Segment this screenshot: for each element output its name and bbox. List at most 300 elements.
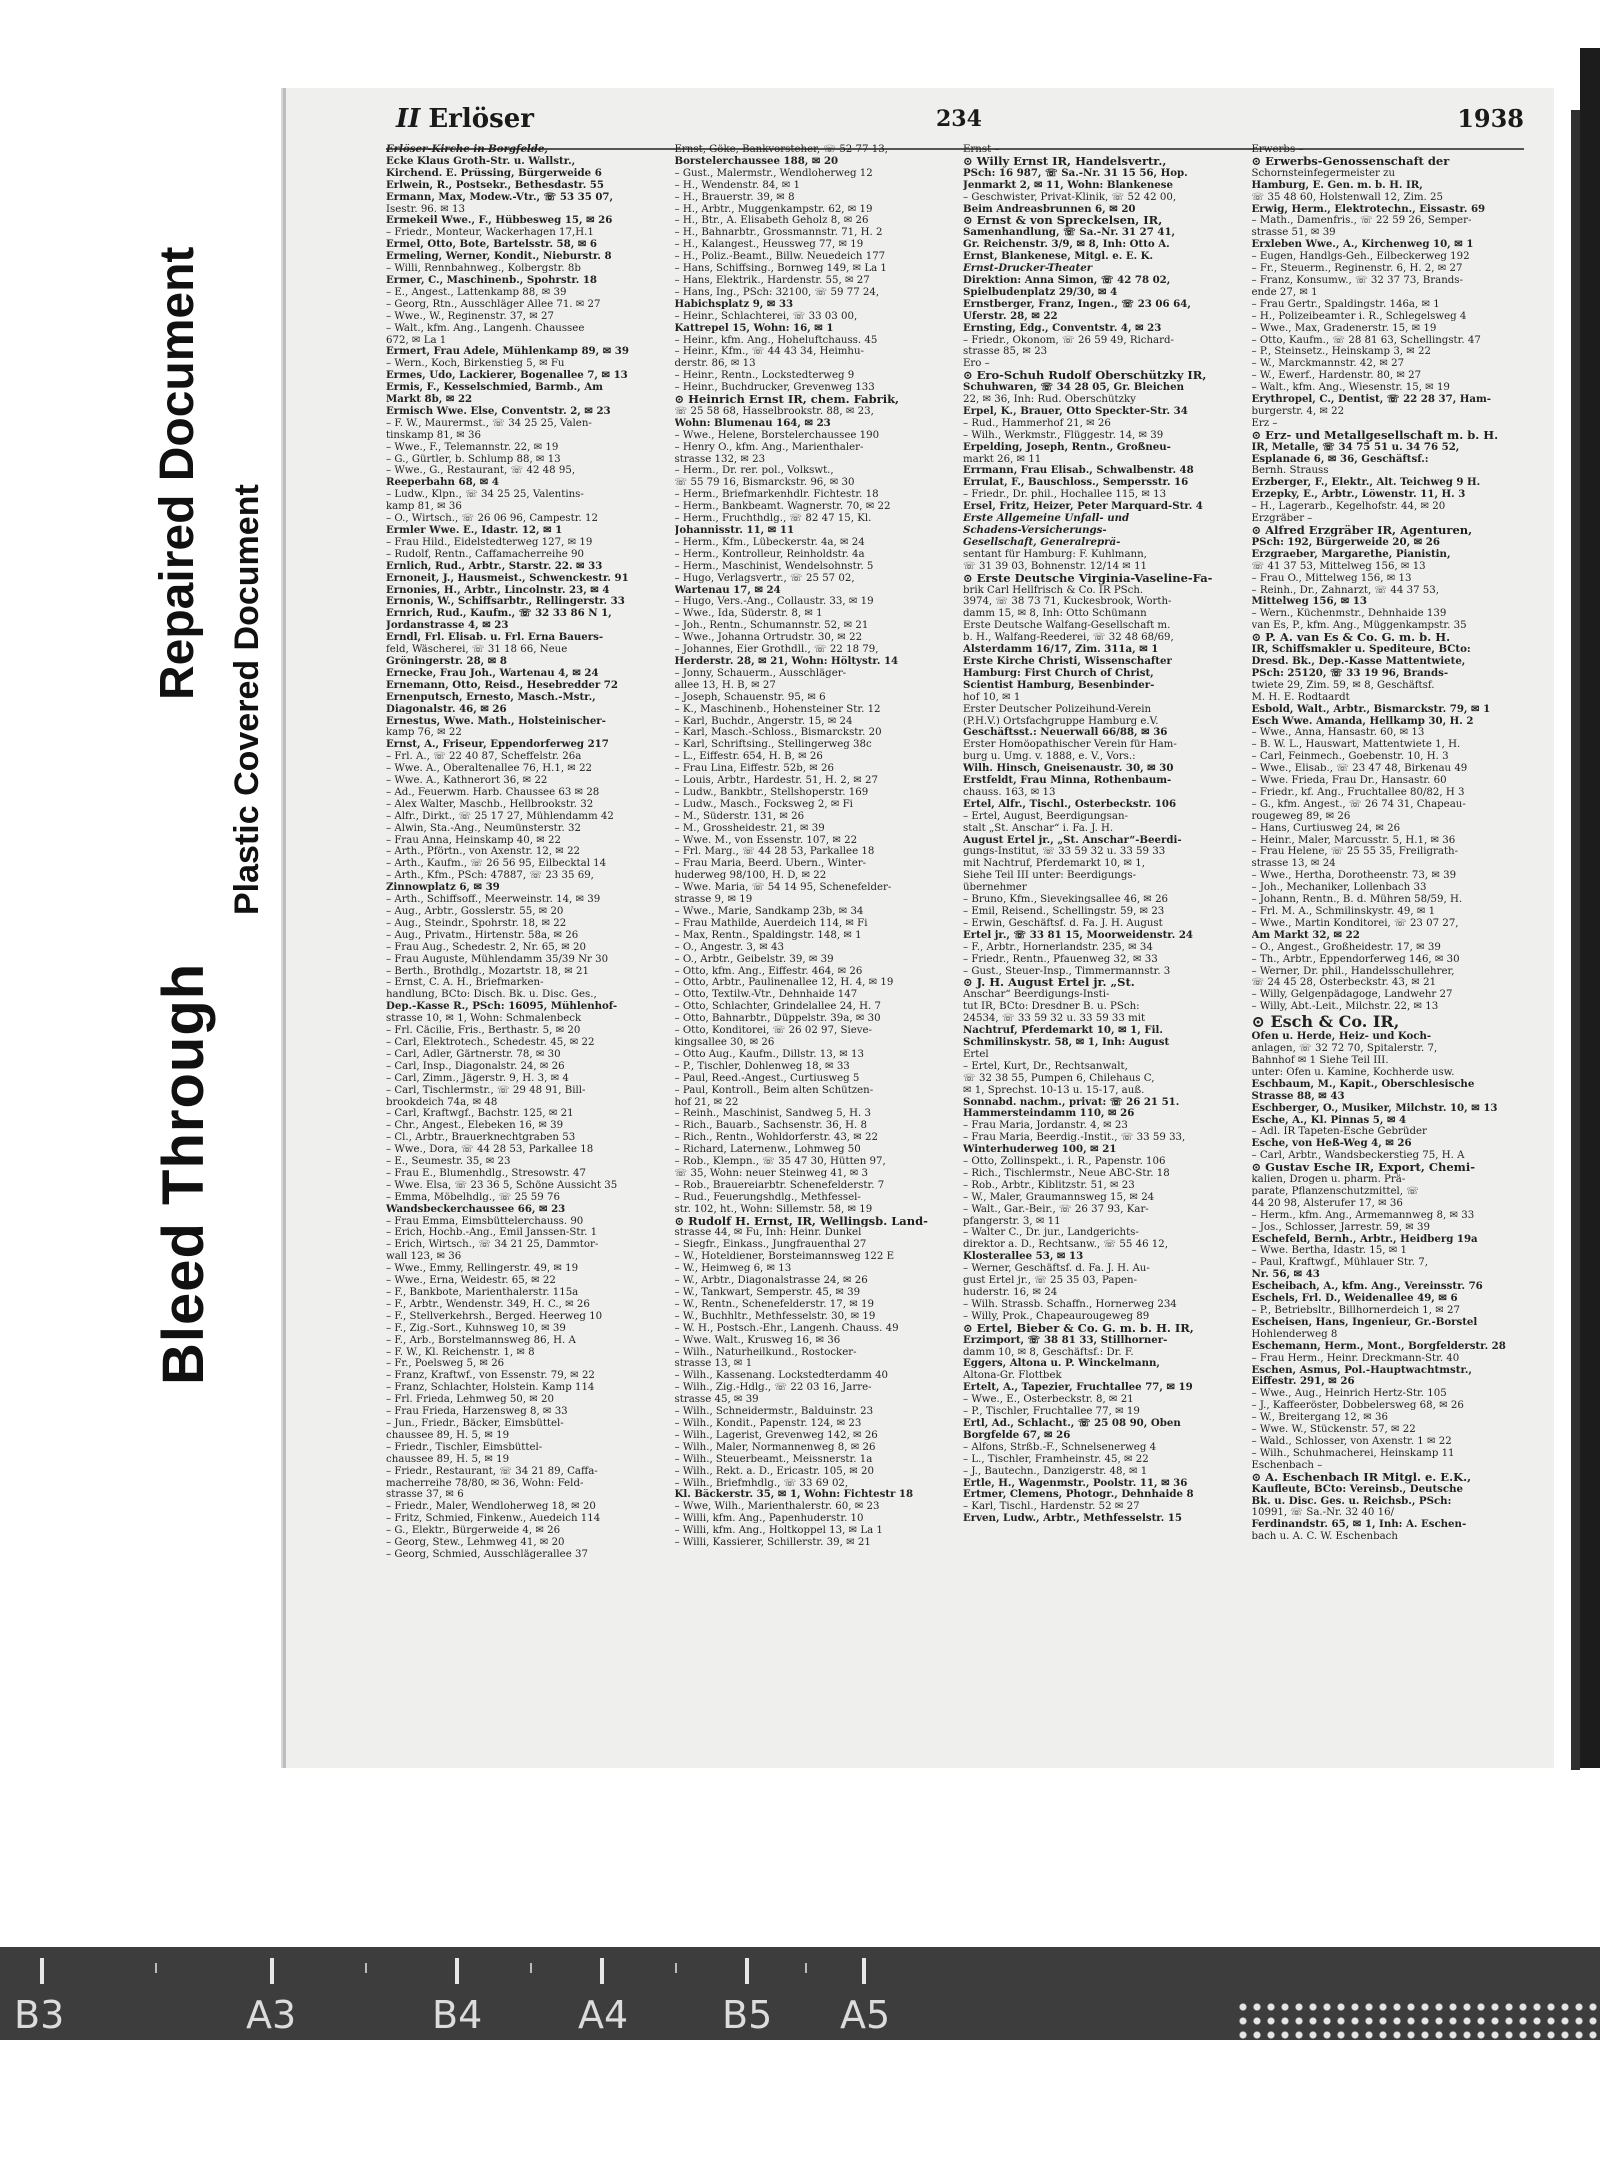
directory-line: Herderstr. 28, ✉ 21, Wohn: Höltystr. 14 (674, 655, 899, 667)
directory-line: Escheisen, Hans, Ingenieur, Gr.-Borstel (1251, 1316, 1478, 1328)
directory-line: unter: Öfen u. Kamine, Kochherde usw. (1251, 1066, 1455, 1078)
page-header (286, 104, 1554, 144)
directory-line: feld, Wäscherei, ☏ 31 18 66, Neue (386, 644, 568, 656)
ruler-mark (745, 1958, 749, 1984)
directory-line: Wilh. Hinsch, Gneisenaustr. 30, ✉ 30 (963, 763, 1174, 775)
directory-line: Siehe Teil III unter: Beerdigungs- (963, 870, 1137, 882)
directory-line: – Otto, Konditorei, ☏ 26 02 97, Sieve- (674, 1025, 872, 1037)
directory-line: – Henry O., kfm. Ang., Marienthaler- (674, 441, 864, 453)
directory-line: – Willi, kfm. Ang., Papenhuderstr. 10 (674, 1513, 864, 1525)
directory-line: tut IR, BCto: Dresdner B. u. PSch: (963, 1001, 1140, 1013)
directory-line: PSch: 192, Bürgerweide 20, ✉ 26 (1251, 536, 1440, 548)
directory-line: – Frau E., Blumenhdlg., Stresowstr. 47 (386, 1167, 586, 1179)
directory-line: – Wwe., Anna, Hansastr. 60, ✉ 13 (1251, 727, 1425, 739)
directory-line: – Alex Walter, Maschb., Hellbrookstr. 32 (386, 798, 594, 810)
directory-line: ⊙ P. A. van Es & Co. G. m. b. H. (1251, 632, 1451, 645)
directory-line: – H., Kalangest., Heussweg 77, ✉ 19 (674, 239, 864, 251)
directory-line: – Johann, Rentn., B. d. Mühren 58/59, H. (1251, 894, 1463, 906)
directory-line: huderstr. 16, ✉ 24 (963, 1287, 1058, 1298)
directory-line: – Karl, Tischl., Hardenstr. 52 ✉ 27 (963, 1501, 1140, 1513)
directory-line: – Heinr., Maler, Marcusstr. 5, H.1, ✉ 36 (1251, 834, 1456, 846)
directory-line: – Emil, Reisend., Schellingstr. 59, ✉ 23 (963, 906, 1165, 917)
directory-line: ⊙ Willy Ernst IR, Handelsvertr., (963, 155, 1167, 168)
directory-line: – Reinh., Maschinist, Sandweg 5, H. 3 (674, 1108, 871, 1120)
directory-line: – Berth., Brothdlg., Mozartstr. 18, ✉ 21 (386, 965, 589, 977)
directory-line: hof 10, ✉ 1 (963, 691, 1021, 703)
directory-line: – Aug., Privatm., Hirtenstr. 58a, ✉ 26 (386, 929, 579, 941)
directory-line: Erwerbs – (1251, 144, 1304, 155)
directory-line: Ertle, H., Wagenmstr., Poolstr. 11, ✉ 36 (963, 1477, 1188, 1489)
directory-line: – Wwe., Ida, Süderstr. 8, ✉ 1 (674, 608, 823, 620)
directory-line: – Wwe., Marie, Sandkamp 23b, ✉ 34 (674, 906, 864, 917)
directory-line: – Rich., Tischlermstr., Neue ABC-Str. 18 (963, 1167, 1170, 1179)
directory-line: – Otto, Arbtr., Paulinenallee 12, H. 4, ✉ 19 (674, 977, 894, 989)
directory-line: Bernh. Strauss (1251, 465, 1329, 477)
directory-line: – Herm., Bankbeamt. Wagnerstr. 70, ✉ 22 (674, 501, 891, 513)
directory-line: – Carl, Kraftwgf., Bachstr. 125, ✉ 21 (386, 1108, 574, 1120)
directory-line: – Ludw., Bankbtr., Stellshoperstr. 169 (674, 786, 869, 798)
directory-line: – G., Elektr., Bürgerweide 4, ✉ 26 (386, 1525, 561, 1537)
directory-line: strasse 85, ✉ 23 (963, 346, 1048, 358)
directory-line: – Heinr., Schlachterei, ☏ 33 03 00, (674, 310, 858, 322)
directory-line: Schuhwaren, ☏ 34 28 05, Gr. Bleichen (963, 382, 1185, 394)
directory-line: Hamburg, E. Gen. m. b. H. IR, (1251, 179, 1423, 191)
directory-line: – Walt., Gar.-Beir., ☏ 26 37 93, Kar- (963, 1203, 1149, 1215)
directory-line: Ertel, Alfr., Tischl., Osterbeckstr. 106 (963, 798, 1177, 810)
directory-line: Wandsbeckerchaussee 66, ✉ 23 (386, 1203, 566, 1215)
directory-line: – F., Zig.-Sort., Kuhnsweg 10, ✉ 39 (386, 1322, 566, 1334)
directory-line: – Wwe. Frieda, Frau Dr., Hansastr. 60 (1251, 775, 1447, 787)
directory-line: Ermann, Max, Modew.-Vtr., ☏ 53 35 07, (386, 191, 614, 203)
directory-line: – Paul, Kraftwgf., Mühlauer Str. 7, (1251, 1257, 1428, 1269)
ruler-label-b5: B5 (722, 1993, 773, 2037)
directory-line: Ermler Wwe. E., Idastr. 12, ✉ 1 (386, 525, 563, 536)
directory-line: markt 26, ✉ 11 (963, 453, 1042, 465)
directory-line: gungs-Institut, ☏ 33 59 32 u. 33 59 33 (963, 846, 1166, 858)
directory-line: Ertel jr., ☏ 33 81 15, Moorweidenstr. 24 (963, 929, 1194, 941)
directory-line: – F., Arbtr., Wendenstr. 349, H. C., ✉ 26 (386, 1298, 590, 1310)
directory-line: Ero – (963, 358, 990, 370)
directory-line: – Frau Anna, Heinskamp 40, ✉ 22 (386, 834, 561, 846)
directory-line: ⊙ Ero-Schuh Rudolf Oberschützky IR, (963, 370, 1207, 383)
ruler-tick (675, 1963, 677, 1973)
directory-line: – Fr., Poelsweg 5, ✉ 26 (386, 1358, 505, 1370)
directory-line: – Frl. Marg., ☏ 44 28 53, Parkallee 18 (674, 846, 875, 858)
directory-line: – Heinr., Rentn., Lockstedterweg 9 (674, 370, 855, 382)
directory-line: – Rob., Brauereiarbtr. Schenefelderstr. 7 (674, 1179, 885, 1191)
directory-line: – Rud., Hammerhof 21, ✉ 26 (963, 417, 1111, 429)
directory-line: – Rob., Klempn., ☏ 35 47 30, Hütten 97, (674, 1156, 886, 1168)
directory-line: Ernstberger, Franz, Ingen., ☏ 23 06 64, (963, 298, 1191, 310)
directory-line: – Arth., Schiffsoff., Meerweinstr. 14, ✉ 39 (386, 894, 601, 906)
ruler-mark (455, 1958, 459, 1984)
directory-line: – Alfons, Strßb.-F., Schnelsenerweg 4 (963, 1441, 1157, 1453)
directory-line: – Wwe., Hertha, Dorotheenstr. 73, ✉ 39 (1251, 870, 1457, 882)
directory-line: Wartenau 17, ✉ 24 (674, 584, 781, 596)
directory-line: übernehmer (963, 882, 1027, 894)
directory-line: strasse 9, ✉ 19 (674, 894, 753, 906)
directory-line: – Erich, Wirtsch., ☏ 34 21 25, Dammtor- (386, 1239, 599, 1251)
directory-line: – Eugen, Handlgs-Geh., Eilbeckerweg 192 (1251, 251, 1470, 263)
directory-line: ☏ 55 79 16, Bismarckstr. 96, ✉ 30 (674, 477, 855, 489)
bleed-through-label: Bleed Through (151, 962, 216, 1385)
directory-line: – H., Poliz.-Beamt., Billw. Neuedeich 177 (674, 251, 886, 263)
directory-line: Bahnhof ✉ 1 Siehe Teil III. (1251, 1054, 1389, 1066)
directory-line: – Georg, Schmied, Ausschlägerallee 37 (386, 1548, 588, 1560)
directory-line: Esbold, Walt., Arbtr., Bismarckstr. 79, ✉ 1 (1251, 703, 1491, 715)
directory-line: – W., Ewerf., Hardenstr. 80, ✉ 27 (1251, 370, 1422, 382)
ruler-label-a3: A3 (246, 1993, 297, 2037)
directory-line: pfangerstr. 3, ✉ 11 (963, 1215, 1061, 1227)
directory-line: Erzgräber – (1251, 513, 1313, 525)
directory-line: – Willy, Gelgenpädagoge, Landwehr 27 (1251, 989, 1453, 1001)
directory-line: – Frl. Cäcilie, Fris., Berthastr. 5, ✉ 20 (386, 1025, 581, 1037)
directory-line: sentant für Hamburg: F. Kuhlmann, (963, 548, 1147, 560)
directory-line: – Gust., Steuer-Insp., Timmermannstr. 3 (963, 965, 1171, 977)
directory-line: – B. W. L., Hauswart, Mattentwiete 1, H. (1251, 739, 1461, 751)
directory-line: – Friedr., Rentn., Pfauenweg 32, ✉ 33 (963, 953, 1158, 965)
directory-line: Ermekeil Wwe., F., Hübbesweg 15, ✉ 26 (386, 215, 613, 227)
directory-line: – Frau Maria, Beerdig.-Instit., ☏ 33 59 33, (963, 1132, 1186, 1144)
ruler-tick (530, 1963, 532, 1973)
directory-line: – F., Stellverkehrsh., Berged. Heerweg 10 (386, 1310, 603, 1322)
directory-line: – Rudolf, Rentn., Caffamacherreihe 90 (386, 548, 585, 560)
directory-line: strasse 37, ✉ 6 (386, 1489, 464, 1501)
directory-line: – Fritz, Schmied, Finkenw., Auedeich 114 (386, 1513, 601, 1525)
directory-line: – Friedr., Maler, Wendloherweg 18, ✉ 20 (386, 1501, 596, 1513)
directory-line: – Heinr., kfm. Ang., Hoheluftchauss. 45 (674, 334, 878, 346)
ruler-dot-pattern (1236, 2000, 1600, 2040)
directory-line: strasse 51, ✉ 39 (1251, 227, 1336, 239)
directory-line: hof 21, ✉ 22 (674, 1096, 739, 1108)
section-name: Erlöser (428, 104, 534, 134)
directory-line: M. H. E. Rodtaardt (1251, 691, 1350, 703)
directory-line: – Wilh., Steuerbeamt., Meissnerstr. 1a (674, 1453, 873, 1465)
directory-line: parate, Pflanzenschutzmittel, ☏ (1251, 1185, 1420, 1197)
directory-line: str. 102, ht., Wohn: Sillemstr. 58, ✉ 19 (674, 1203, 873, 1215)
directory-line: Ernonis, W., Schiffsarbtr., Rellingerstr. 33 (386, 596, 625, 608)
ruler-mark (40, 1958, 44, 1984)
directory-line: – Franz, Konsumw., ☏ 32 37 73, Brands- (1251, 274, 1463, 286)
plastic-covered-label: Plastic Covered Document (228, 484, 266, 915)
directory-line: – Otto, Textilw.-Vtr., Dehnhaide 147 (674, 989, 858, 1001)
directory-line: – Johannes, Eier Grothdll., ☏ 22 18 79, (674, 644, 879, 656)
directory-line: – Frau Maria, Beerd. Übern., Winter- (674, 858, 867, 870)
directory-line: – Alfr., Dirkt., ☏ 25 17 27, Mühlendamm 42 (386, 810, 614, 822)
directory-line: – Heinr., Kfm., ☏ 44 43 34, Heimhu- (674, 346, 865, 358)
directory-line: Eiffestr. 291, ✉ 26 (1251, 1376, 1355, 1388)
directory-line: stalt „St. Anschar“ i. Fa. J. H. (963, 822, 1114, 834)
directory-line: Ferdinandstr. 65, ✉ 1, Inh: A. Eschen- (1251, 1519, 1467, 1531)
directory-line: – Frau Herm., Heinr. Dreckmann-Str. 40 (1251, 1352, 1460, 1364)
directory-line: kamp 76, ✉ 22 (386, 727, 462, 739)
directory-line: derstr. 86, ✉ 13 (674, 358, 756, 370)
directory-line: Beim Andreasbrunnen 6, ✉ 20 (963, 203, 1136, 215)
directory-line: – Friedr., Ökonom, ☏ 26 59 49, Richard- (963, 334, 1174, 346)
directory-line: – Hans, Schiffsing., Bornweg 149, ✉ La 1 (674, 263, 887, 275)
directory-line: – H., Arbtr., Muggenkampstr. 62, ✉ 19 (674, 203, 873, 215)
directory-line: – Arth., Kaufm., ☏ 26 56 95, Eilbecktal 14 (386, 858, 607, 870)
directory-line: – Otto, Schlachter, Grindelallee 24, H. 7 (674, 1001, 881, 1013)
directory-line: – Hugo, Vers.-Ang., Collaustr. 33, ✉ 19 (674, 596, 874, 608)
directory-line: Spielbudenplatz 29/30, ✉ 4 (963, 286, 1118, 298)
directory-line: Eschels, Frl. D., Weidenallee 49, ✉ 6 (1251, 1293, 1458, 1305)
directory-line: Esche, A., Kl. Pinnas 5, ✉ 4 (1251, 1114, 1407, 1126)
directory-line: ⊙ Ernst & von Spreckelsen, IR, (963, 215, 1163, 228)
directory-line: Esplanade 6, ✉ 36, Geschäftsf.: (1251, 453, 1429, 465)
directory-line: Erzepky, E., Arbtr., Löwenstr. 11, H. 3 (1251, 489, 1466, 501)
directory-line: – Willy, Abt.-Leit., Milchstr. 22, ✉ 13 (1251, 1001, 1439, 1013)
ruler-label-b3: B3 (14, 1993, 65, 2037)
directory-line: Gr. Reichenstr. 3/9, ✉ 8, Inh: Otto A. (963, 239, 1170, 251)
directory-line: Ertelt, A., Tapezier, Fruchtallee 77, ✉ 19 (963, 1382, 1193, 1394)
directory-line: – Friedr., Dr. phil., Hochallee 115, ✉ 13 (963, 489, 1167, 501)
directory-line: – Wwe., W., Reginenstr. 37, ✉ 27 (386, 310, 555, 322)
directory-line: – O., Angestr. 3, ✉ 43 (674, 941, 785, 953)
directory-line: – Friedr., Restaurant, ☏ 34 21 89, Caffa- (386, 1465, 598, 1477)
directory-line: Ermisch Wwe. Else, Conventstr. 2, ✉ 23 (386, 405, 611, 417)
page-number: 234 (936, 106, 982, 132)
directory-line: burg u. Umg. v. 1888, e. V., Vors.: (963, 751, 1136, 763)
directory-line: – Wwe. M., von Essenstr. 107, ✉ 22 (674, 834, 858, 846)
directory-line: tinskamp 81, ✉ 36 (386, 429, 481, 441)
directory-line: – Wilh. Strassb. Schaffn., Hornerweg 234 (963, 1298, 1177, 1310)
directory-line: macherreihe 78/80, ✉ 36, Wohn: Feld- (386, 1477, 584, 1489)
directory-line: Ermes, Udo, Lackierer, Bogenallee 7, ✉ 13 (386, 370, 628, 382)
directory-line: – Paul, Reed.-Angest., Curtiusweg 5 (674, 1072, 860, 1084)
directory-line: – Bruno, Kfm., Sievekingsallee 46, ✉ 26 (963, 894, 1169, 906)
directory-line: – H., Polizeibeamter i. R., Schlegelsweg 4 (1251, 310, 1467, 322)
directory-line: – Karl, Buchdr., Angerstr. 15, ✉ 24 (674, 715, 853, 727)
directory-line: Erxleben Wwe., A., Kirchenweg 10, ✉ 1 (1251, 239, 1474, 251)
directory-line: – Joh., Rentn., Schumannstr. 52, ✉ 21 (674, 620, 869, 632)
directory-line: handlung, BCto: Disch. Bk. u. Disc. Ges., (386, 989, 597, 1001)
directory-line: – Wwe. Bertha, Idastr. 15, ✉ 1 (1251, 1245, 1407, 1257)
directory-line: Kirchend. E. Prüssing, Bürgerweide 6 (386, 167, 602, 179)
directory-line: – Th., Arbtr., Eppendorferweg 146, ✉ 30 (1251, 953, 1460, 965)
directory-line: Strasse 88, ✉ 43 (1251, 1090, 1345, 1102)
directory-line: Erste Allgemeine Unfall- und (963, 513, 1130, 525)
directory-line: – H., Btr., A. Elisabeth Geholz 8, ✉ 26 (674, 215, 869, 227)
directory-line: – W., Marckmannstr. 42, ✉ 27 (1251, 358, 1405, 370)
directory-line: Erzgraeber, Margarethe, Pianistin, (1251, 548, 1451, 560)
directory-line: Schadens-Versicherungs- (963, 525, 1107, 536)
directory-line: – Werner, Geschäftsf. d. Fa. J. H. Au- (963, 1263, 1150, 1275)
directory-line: Errmann, Frau Elisab., Schwalbenstr. 48 (963, 465, 1194, 477)
directory-line: – L., Tischler, Framheinstr. 45, ✉ 22 (963, 1453, 1149, 1465)
directory-line: Markt 8b, ✉ 22 (386, 394, 473, 406)
directory-line: Habichsplatz 9, ✉ 33 (674, 298, 794, 310)
directory-line: Gesellschaft, Generalreprä- (963, 536, 1121, 548)
directory-line: – O., Angest., Großheidestr. 17, ✉ 39 (1251, 941, 1441, 953)
directory-line: Öfen u. Herde, Heiz- und Koch- (1251, 1031, 1432, 1043)
directory-line: – Otto, kfm. Ang., Eiffestr. 464, ✉ 26 (674, 965, 863, 977)
directory-line: Hammersteindamm 110, ✉ 26 (963, 1108, 1135, 1120)
directory-line: – Herm., Kfm., Lübeckerstr. 4a, ✉ 24 (674, 536, 865, 548)
directory-line: Ermert, Frau Adele, Mühlenkamp 89, ✉ 39 (386, 346, 629, 358)
directory-line: Ernst, Göke, Bankvorsteher, ☏ 52 77 13, (674, 144, 888, 155)
directory-line: – Wald., Schlosser, von Axenstr. 1 ✉ 22 (1251, 1435, 1452, 1447)
directory-line: – Cl., Arbtr., Brauerknechtgraben 53 (386, 1132, 576, 1144)
directory-line: – L., Eiffestr. 654, H. B, ✉ 26 (674, 751, 823, 763)
ruler-label-a4: A4 (578, 1993, 629, 2037)
directory-line: huderweg 98/100, H. D, ✉ 22 (674, 870, 827, 882)
directory-line: brookdeich 74a, ✉ 48 (386, 1096, 498, 1108)
directory-line: – Franz, Schlachter, Holstein. Kamp 114 (386, 1382, 595, 1394)
directory-line: Errulat, F., Bauschloss., Sempersstr. 16 (963, 477, 1189, 489)
directory-line: – Wwe. A., Kathnerort 36, ✉ 22 (386, 775, 548, 787)
directory-line: Ernrich, Rud., Kaufm., ☏ 32 33 86 N 1, (386, 608, 612, 620)
directory-line: – Carl, Arbtr., Wandsbeckerstieg 75, H. A (1251, 1150, 1465, 1162)
directory-line: ⊙ J. H. August Ertel jr. „St. (963, 977, 1135, 990)
directory-line: rougeweg 89, ✉ 26 (1251, 810, 1351, 822)
directory-line: – Wwe., Johanna Ortrudstr. 30, ✉ 22 (674, 632, 863, 644)
directory-line: – Wwe., Helene, Borstelerchaussee 190 (674, 429, 880, 441)
directory-line: Erlwein, R., Postsekr., Bethesdastr. 55 (386, 179, 604, 191)
directory-line: – Herm., Fruchthdlg., ☏ 82 47 15, Kl. (674, 513, 872, 525)
directory-line: – Ludw., Klpn., ☏ 34 25 25, Valentins- (386, 489, 584, 501)
directory-line: Eschbaum, M., Kapit., Oberschlesische (1251, 1078, 1475, 1090)
directory-line: Hamburg: First Church of Christ, (963, 667, 1154, 679)
directory-line: – Ertel, Kurt, Dr., Rechtsanwalt, (963, 1060, 1128, 1072)
directory-line: – Wwe, Wilh., Marienthalerstr. 60, ✉ 23 (674, 1501, 880, 1513)
directory-line: ⊙ Erz- und Metallgesellschaft m. b. H. (1251, 429, 1499, 442)
directory-line: – F. W., Maurermst., ☏ 34 25 25, Valen- (386, 417, 592, 429)
directory-line: – E., Angest., Lattenkamp 88, ✉ 39 (386, 286, 567, 298)
directory-line: Scientist Hamburg, Besenbinder- (963, 679, 1155, 691)
directory-line: – Frl. M. A., Schmilinskystr. 49, ✉ 1 (1251, 906, 1436, 917)
directory-line: – Wilh., Werkmstr., Flüggestr. 14, ✉ 39 (963, 429, 1164, 441)
directory-line: Ermeling, Werner, Kondit., Nieburstr. 8 (386, 251, 612, 263)
directory-line: Diagonalstr. 46, ✉ 26 (386, 703, 507, 715)
directory-line: Nr. 56, ✉ 43 (1251, 1269, 1320, 1281)
directory-line: bach u. A. C. W. Eschenbach (1251, 1531, 1398, 1543)
directory-line: – Carl, Tischlermstr., ☏ 29 48 91, Bill- (386, 1084, 586, 1096)
directory-line: 44 20 98, Alsterufer 17, ✉ 36 (1251, 1197, 1403, 1209)
directory-line: – Otto, Zollinspekt., i. R., Papenstr. 106 (963, 1156, 1166, 1168)
directory-line: – W., Breitergang 12, ✉ 36 (1251, 1412, 1388, 1424)
column-3 (963, 144, 1242, 1728)
directory-line: Ernoneit, J., Hausmeist., Schwenckestr. 91 (386, 572, 629, 584)
directory-line: – Wilh., Maler, Normannenweg 8, ✉ 26 (674, 1441, 876, 1453)
directory-line: – Wilh., Schuhmacherei, Heinskamp 11 (1251, 1447, 1455, 1459)
directory-line: – Hans, Elektrik., Hardenstr. 55, ✉ 27 (674, 274, 870, 286)
directory-line: – Wilh., Zig.-Hdlg., ☏ 22 03 16, Jarre- (674, 1382, 872, 1394)
directory-line: damm 15, ✉ 8, Inh: Otto Schümann (963, 608, 1147, 620)
directory-line: Ernecke, Frau Joh., Wartenau 4, ✉ 24 (386, 667, 599, 679)
directory-line: – Georg, Stew., Lehmweg 41, ✉ 20 (386, 1537, 565, 1549)
directory-line: Nachtruf, Pferdemarkt 10, ✉ 1, Fil. (963, 1025, 1163, 1037)
directory-line: 22, ✉ 36, Inh: Rud. Oberschützky (963, 394, 1136, 406)
directory-line: – J., Kaffeeröster, Dobbelersweg 68, ✉ 26 (1251, 1400, 1464, 1412)
directory-line: – Erich, Hochb.-Ang., Emil Janssen-Str. 1 (386, 1227, 598, 1239)
directory-line: – Herm., Dr. rer. pol., Volkswt., (674, 465, 834, 477)
directory-line: Isestr. 96. ✉ 13 (386, 203, 466, 215)
directory-line: – Walt., kfm. Ang., Wiesenstr. 15, ✉ 19 (1251, 382, 1450, 394)
directory-line: b. H., Walfang-Reederei, ☏ 32 48 68/69, (963, 632, 1174, 644)
directory-line: Gröningerstr. 28, ✉ 8 (386, 655, 507, 667)
directory-line: ⊙ Alfred Erzgräber IR, Agenturen, (1251, 525, 1473, 537)
directory-line: – Hans, Ing., PSch: 32100, ☏ 59 77 24, (674, 286, 880, 298)
directory-line: Ermis, F., Kesselschmied, Barmb., Am (386, 382, 603, 394)
directory-line: Erste Deutsche Walfang-Gesellschaft m. (963, 620, 1171, 632)
column-4 (1252, 144, 1531, 1728)
directory-line: – E., Seumestr. 35, ✉ 23 (386, 1156, 511, 1168)
directory-line: Ecke Klaus Groth-Str. u. Wallstr., (386, 155, 576, 167)
directory-line: – Wwe., G., Restaurant, ☏ 42 48 95, (386, 465, 576, 477)
directory-line: ⊙ Rudolf H. Ernst, IR, Wellingsb. Land- (674, 1215, 928, 1228)
directory-line: – Walt., kfm. Ang., Langenh. Chaussee (386, 322, 585, 334)
directory-line: Kattrepel 15, Wohn: 16, ✉ 1 (674, 322, 834, 334)
directory-line: Am Markt 32, ✉ 22 (1251, 929, 1360, 941)
directory-line: – Wilh., Kondit., Papenstr. 124, ✉ 23 (674, 1417, 862, 1429)
directory-line: PSch: 16 987, ☏ Sa.-Nr. 31 15 56, Hop. (963, 167, 1188, 179)
directory-line: – Aug., Steindr., Spohrstr. 18, ✉ 22 (386, 917, 567, 929)
directory-line: wall 123, ✉ 36 (386, 1251, 462, 1263)
directory-line: – Siegfr., Einkass., Jungfrauenthal 27 (674, 1239, 867, 1251)
directory-line: – Adl. IR Tapeten-Esche Gebrüder (1251, 1126, 1427, 1138)
directory-line: Eggers, Altona u. P. Winckelmann, (963, 1358, 1160, 1370)
directory-line: – Frau Hild., Eidelstedterweg 127, ✉ 19 (386, 536, 593, 548)
directory-line: – Wwe., Dora, ☏ 44 28 53, Parkallee 18 (386, 1144, 594, 1156)
directory-line: – F., Arb., Borstelmannsweg 86, H. A (386, 1334, 576, 1346)
directory-line: – Willi, kfm. Ang., Holtkoppel 13, ✉ La 1 (674, 1525, 883, 1537)
directory-line: Ersel, Fritz, Heizer, Peter Marquard-Str. 4 (963, 501, 1203, 513)
directory-line: Ermel, Otto, Bote, Bartelsstr. 58, ✉ 6 (386, 239, 597, 251)
directory-line: gust Ertel jr., ☏ 25 35 03, Papen- (963, 1275, 1138, 1287)
side-labels (0, 0, 320, 1400)
ruler-label-a5: A5 (840, 1993, 891, 2037)
directory-line: – Frau Aug., Schedestr. 2, Nr. 65, ✉ 20 (386, 941, 586, 953)
directory-line: – Frau Auguste, Mühlendamm 35/39 Nr 30 (386, 953, 609, 965)
directory-line: Hohlenderweg 8 (1251, 1328, 1338, 1340)
directory-line: ☏ 24 45 28, Osterbeckstr. 43, ✉ 21 (1251, 977, 1437, 989)
scanner-edge (1580, 48, 1600, 1768)
directory-line: – Wern., Koch, Birkenstieg 5, ✉ Fu (386, 358, 565, 370)
directory-line: – Rud., Feuerungshdlg., Methfessel- (674, 1191, 861, 1203)
directory-line: brik Carl Hellfrisch & Co. IR PSch. (963, 584, 1144, 596)
directory-line: – W., Hoteldiener, Borsteimannsweg 122 E (674, 1251, 895, 1263)
directory-line: Erpel, K., Brauer, Otto Speckter-Str. 34 (963, 405, 1188, 417)
directory-line: Erstfeldt, Frau Minna, Rothenbaum- (963, 775, 1172, 787)
directory-line: – Friedr., Monteur, Wackerhagen 17,H.1 (386, 227, 594, 239)
directory-line: Zinnowplatz 6, ✉ 39 (386, 882, 500, 894)
directory-line: Eschefeld, Bernh., Arbtr., Heidberg 19a (1251, 1233, 1478, 1245)
directory-line: – Wilh., Briefmhdlg., ☏ 33 69 02, (674, 1477, 849, 1489)
directory-line: Ertmer, Clemens, Photogr., Dehnhaide 8 (963, 1489, 1194, 1501)
directory-line: Kaufleute, BCto: Vereinsb., Deutsche (1251, 1483, 1463, 1495)
directory-line: – W., Rentn., Schenefelderstr. 17, ✉ 19 (674, 1298, 874, 1310)
directory-line: – P., Steinsetz., Heinskamp 3, ✉ 22 (1251, 346, 1432, 358)
directory-line: – Karl, Schriftsing., Stellingerweg 38c (674, 739, 872, 751)
directory-line: – Wwe. Elsa, ☏ 23 36 5, Schöne Aussicht 35 (386, 1179, 618, 1191)
directory-line: – Wwe., Martin Konditorei, ☏ 23 07 27, (1251, 917, 1459, 929)
directory-line: 3974, ☏ 38 73 71, Kuckesbrook, Worth- (963, 596, 1172, 608)
directory-line: – Ernst, C. A. H., Briefmarken- (386, 977, 544, 989)
directory-line: Erzberger, F., Elektr., Alt. Teichweg 9 H. (1251, 477, 1481, 489)
directory-line: Ernemann, Otto, Reisd., Hesebredder 72 (386, 679, 618, 691)
directory-line: Ernonies, H., Arbtr., Lincolnstr. 23, ✉ 4 (386, 584, 610, 596)
directory-line: – Wwe., Max, Gradenerstr. 15, ✉ 19 (1251, 322, 1437, 334)
directory-line: – Rich., Rentn., Wohldorferstr. 43, ✉ 22 (674, 1132, 879, 1144)
directory-line: ☏ 25 58 68, Hasselbrookstr. 88, ✉ 23, (674, 405, 874, 417)
directory-line: Erster Deutscher Polizeihund-Verein (963, 703, 1152, 715)
directory-line: – P., Tischler, Fruchtallee 77, ✉ 19 (963, 1406, 1140, 1418)
directory-line: Alsterdamm 16/17, Zim. 311a, ✉ 1 (963, 644, 1159, 656)
directory-line: – Chr., Angest., Elebeken 16, ✉ 39 (386, 1120, 564, 1132)
directory-line: – M., Grossheidestr. 21, ✉ 39 (674, 822, 825, 834)
directory-line: – G., kfm. Angest., ☏ 26 74 31, Chapeau- (1251, 798, 1466, 810)
